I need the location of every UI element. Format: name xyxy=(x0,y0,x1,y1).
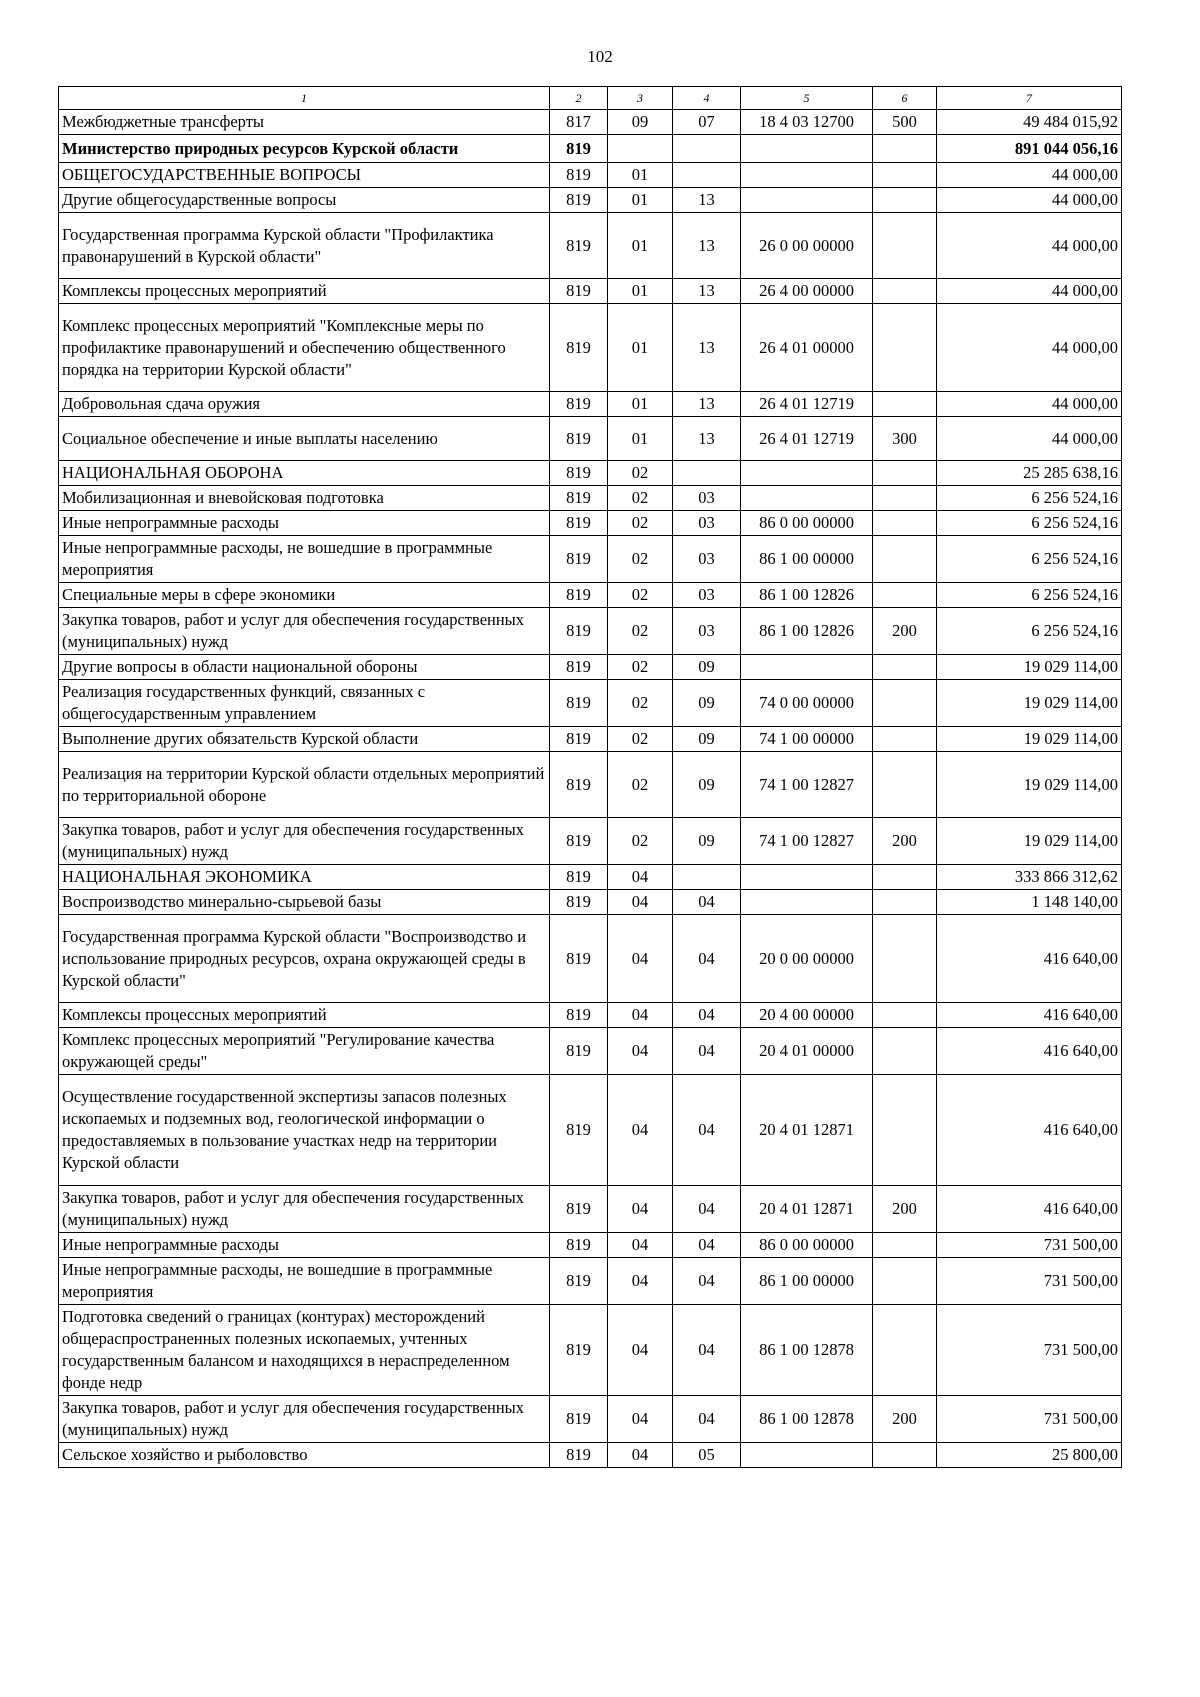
cell-sum: 731 500,00 xyxy=(937,1258,1122,1305)
cell-vr: 300 xyxy=(873,417,937,461)
table-row xyxy=(59,655,1122,680)
cell-name: Воспроизводство минерально-сырьевой базы xyxy=(59,890,550,915)
cell-gr: 819 xyxy=(550,461,608,486)
cell-gr: 819 xyxy=(550,536,608,583)
cell-sum: 25 285 638,16 xyxy=(937,461,1122,486)
cell-vr xyxy=(873,890,937,915)
cell-rz: 02 xyxy=(608,536,673,583)
cell-csr: 20 4 01 12871 xyxy=(741,1075,873,1186)
table-row xyxy=(59,392,1122,417)
cell-sum: 6 256 524,16 xyxy=(937,536,1122,583)
cell-sum: 19 029 114,00 xyxy=(937,818,1122,865)
cell-sum: 44 000,00 xyxy=(937,304,1122,392)
cell-name: Закупка товаров, работ и услуг для обеспечения государственных (муниципальных) нужд xyxy=(59,818,550,865)
cell-name: Другие общегосударственные вопросы xyxy=(59,188,550,213)
table-row xyxy=(59,865,1122,890)
cell-gr: 819 xyxy=(550,135,608,163)
cell-rz: 04 xyxy=(608,1233,673,1258)
cell-sum: 6 256 524,16 xyxy=(937,583,1122,608)
cell-pr: 09 xyxy=(673,818,741,865)
cell-vr xyxy=(873,392,937,417)
cell-pr: 03 xyxy=(673,511,741,536)
cell-vr xyxy=(873,1305,937,1396)
cell-gr: 819 xyxy=(550,655,608,680)
cell-gr: 819 xyxy=(550,1258,608,1305)
cell-sum: 6 256 524,16 xyxy=(937,511,1122,536)
cell-csr: 26 4 01 00000 xyxy=(741,304,873,392)
cell-name: Министерство природных ресурсов Курской области xyxy=(59,135,550,163)
cell-vr xyxy=(873,511,937,536)
cell-gr: 819 xyxy=(550,818,608,865)
cell-vr: 200 xyxy=(873,1186,937,1233)
cell-csr: 26 4 01 12719 xyxy=(741,392,873,417)
cell-name: Иные непрограммные расходы, не вошедшие в программные мероприятия xyxy=(59,536,550,583)
cell-pr: 04 xyxy=(673,1396,741,1443)
table-row xyxy=(59,680,1122,727)
cell-vr xyxy=(873,304,937,392)
cell-rz: 01 xyxy=(608,188,673,213)
cell-sum: 731 500,00 xyxy=(937,1396,1122,1443)
cell-sum: 416 640,00 xyxy=(937,1003,1122,1028)
cell-pr: 05 xyxy=(673,1443,741,1468)
column-header: 2 xyxy=(550,87,608,110)
cell-vr: 500 xyxy=(873,110,937,135)
cell-csr: 86 1 00 12878 xyxy=(741,1396,873,1443)
cell-gr: 819 xyxy=(550,752,608,818)
cell-name: Комплекс процессных мероприятий "Комплексные меры по профилактике правонарушений и обеспечению общественного порядка на территории Курской области" xyxy=(59,304,550,392)
cell-sum: 44 000,00 xyxy=(937,213,1122,279)
cell-pr: 04 xyxy=(673,1233,741,1258)
cell-vr xyxy=(873,583,937,608)
cell-vr xyxy=(873,536,937,583)
cell-pr: 07 xyxy=(673,110,741,135)
table-row xyxy=(59,583,1122,608)
cell-gr: 819 xyxy=(550,890,608,915)
cell-rz: 04 xyxy=(608,1075,673,1186)
cell-csr: 74 0 00 00000 xyxy=(741,680,873,727)
cell-pr: 03 xyxy=(673,608,741,655)
cell-rz: 09 xyxy=(608,110,673,135)
cell-gr: 819 xyxy=(550,1396,608,1443)
cell-csr: 26 4 01 12719 xyxy=(741,417,873,461)
cell-pr: 03 xyxy=(673,486,741,511)
table-row xyxy=(59,890,1122,915)
cell-name: Специальные меры в сфере экономики xyxy=(59,583,550,608)
cell-pr: 04 xyxy=(673,1305,741,1396)
cell-csr xyxy=(741,135,873,163)
cell-gr: 819 xyxy=(550,608,608,655)
cell-sum: 44 000,00 xyxy=(937,188,1122,213)
cell-gr: 819 xyxy=(550,417,608,461)
table-row xyxy=(59,304,1122,392)
cell-csr: 86 1 00 12826 xyxy=(741,583,873,608)
cell-name: Подготовка сведений о границах (контурах) месторождений общераспространенных полезных ископаемых, учтенных государственным балансом и находящихся в нераспределенном фонде недр xyxy=(59,1305,550,1396)
table-row xyxy=(59,461,1122,486)
table-row xyxy=(59,213,1122,279)
cell-pr: 13 xyxy=(673,213,741,279)
cell-csr xyxy=(741,655,873,680)
cell-vr xyxy=(873,1233,937,1258)
cell-rz: 01 xyxy=(608,392,673,417)
table-row xyxy=(59,1305,1122,1396)
cell-csr xyxy=(741,865,873,890)
cell-name: Иные непрограммные расходы xyxy=(59,511,550,536)
cell-csr: 26 4 00 00000 xyxy=(741,279,873,304)
cell-vr xyxy=(873,655,937,680)
cell-sum: 19 029 114,00 xyxy=(937,752,1122,818)
table-row xyxy=(59,135,1122,163)
cell-pr xyxy=(673,461,741,486)
cell-pr xyxy=(673,135,741,163)
cell-vr xyxy=(873,213,937,279)
cell-csr: 74 1 00 12827 xyxy=(741,752,873,818)
table-row xyxy=(59,417,1122,461)
cell-name: Добровольная сдача оружия xyxy=(59,392,550,417)
cell-sum: 416 640,00 xyxy=(937,1075,1122,1186)
cell-vr xyxy=(873,1443,937,1468)
cell-name: Другие вопросы в области национальной обороны xyxy=(59,655,550,680)
cell-rz: 04 xyxy=(608,1003,673,1028)
cell-rz: 04 xyxy=(608,1186,673,1233)
cell-rz: 04 xyxy=(608,1258,673,1305)
cell-vr xyxy=(873,727,937,752)
cell-sum: 333 866 312,62 xyxy=(937,865,1122,890)
cell-gr: 819 xyxy=(550,304,608,392)
cell-csr: 86 0 00 00000 xyxy=(741,1233,873,1258)
cell-pr: 13 xyxy=(673,279,741,304)
cell-pr: 04 xyxy=(673,890,741,915)
cell-gr: 819 xyxy=(550,583,608,608)
cell-sum: 19 029 114,00 xyxy=(937,655,1122,680)
cell-pr: 04 xyxy=(673,1186,741,1233)
cell-rz: 04 xyxy=(608,1443,673,1468)
cell-sum: 44 000,00 xyxy=(937,163,1122,188)
cell-name: Комплекс процессных мероприятий "Регулирование качества окружающей среды" xyxy=(59,1028,550,1075)
cell-sum: 49 484 015,92 xyxy=(937,110,1122,135)
table-row xyxy=(59,752,1122,818)
cell-gr: 819 xyxy=(550,1028,608,1075)
cell-rz: 01 xyxy=(608,304,673,392)
table-row xyxy=(59,1075,1122,1186)
cell-rz: 04 xyxy=(608,890,673,915)
cell-vr xyxy=(873,188,937,213)
cell-gr: 819 xyxy=(550,1233,608,1258)
cell-vr xyxy=(873,865,937,890)
cell-pr: 03 xyxy=(673,583,741,608)
cell-gr: 819 xyxy=(550,279,608,304)
cell-pr: 09 xyxy=(673,655,741,680)
page-number: 102 xyxy=(587,47,613,66)
cell-name: Государственная программа Курской области "Воспроизводство и использование природных ресурсов, охрана окружающей среды в Курской области" xyxy=(59,915,550,1003)
table-row xyxy=(59,279,1122,304)
cell-vr xyxy=(873,486,937,511)
table-row xyxy=(59,1258,1122,1305)
cell-csr: 20 4 00 00000 xyxy=(741,1003,873,1028)
table-row xyxy=(59,1233,1122,1258)
cell-gr: 817 xyxy=(550,110,608,135)
cell-pr: 13 xyxy=(673,188,741,213)
cell-pr xyxy=(673,163,741,188)
cell-gr: 819 xyxy=(550,1075,608,1186)
cell-csr: 86 1 00 00000 xyxy=(741,536,873,583)
cell-pr: 09 xyxy=(673,752,741,818)
cell-name: Комплексы процессных мероприятий xyxy=(59,1003,550,1028)
cell-vr xyxy=(873,680,937,727)
table-row xyxy=(59,110,1122,135)
cell-name: Иные непрограммные расходы xyxy=(59,1233,550,1258)
cell-rz: 02 xyxy=(608,461,673,486)
cell-name: Закупка товаров, работ и услуг для обеспечения государственных (муниципальных) нужд xyxy=(59,1396,550,1443)
cell-vr: 200 xyxy=(873,818,937,865)
cell-gr: 819 xyxy=(550,486,608,511)
cell-rz: 04 xyxy=(608,1396,673,1443)
table-row xyxy=(59,818,1122,865)
cell-rz: 02 xyxy=(608,680,673,727)
cell-csr: 20 4 01 12871 xyxy=(741,1186,873,1233)
table-row xyxy=(59,1028,1122,1075)
cell-rz: 01 xyxy=(608,213,673,279)
table-row xyxy=(59,915,1122,1003)
cell-csr: 86 1 00 00000 xyxy=(741,1258,873,1305)
cell-gr: 819 xyxy=(550,1443,608,1468)
cell-csr xyxy=(741,188,873,213)
cell-csr: 86 0 00 00000 xyxy=(741,511,873,536)
cell-name: Закупка товаров, работ и услуг для обеспечения государственных (муниципальных) нужд xyxy=(59,1186,550,1233)
table-row xyxy=(59,1396,1122,1443)
cell-sum: 416 640,00 xyxy=(937,915,1122,1003)
cell-csr: 74 1 00 12827 xyxy=(741,818,873,865)
cell-rz: 04 xyxy=(608,865,673,890)
cell-pr: 13 xyxy=(673,392,741,417)
cell-sum: 6 256 524,16 xyxy=(937,608,1122,655)
cell-pr: 04 xyxy=(673,1075,741,1186)
cell-csr xyxy=(741,461,873,486)
column-header: 4 xyxy=(673,87,741,110)
cell-gr: 819 xyxy=(550,1305,608,1396)
cell-name: Социальное обеспечение и иные выплаты населению xyxy=(59,417,550,461)
cell-vr xyxy=(873,1003,937,1028)
cell-vr xyxy=(873,279,937,304)
cell-rz: 02 xyxy=(608,655,673,680)
cell-gr: 819 xyxy=(550,511,608,536)
cell-pr: 04 xyxy=(673,1258,741,1305)
cell-csr xyxy=(741,890,873,915)
cell-vr xyxy=(873,915,937,1003)
cell-name: Государственная программа Курской области "Профилактика правонарушений в Курской области" xyxy=(59,213,550,279)
table-row xyxy=(59,1443,1122,1468)
column-header: 1 xyxy=(59,87,550,110)
table-row xyxy=(59,511,1122,536)
cell-vr: 200 xyxy=(873,1396,937,1443)
cell-csr: 74 1 00 00000 xyxy=(741,727,873,752)
table-row xyxy=(59,188,1122,213)
cell-gr: 819 xyxy=(550,1003,608,1028)
cell-vr xyxy=(873,752,937,818)
cell-csr: 86 1 00 12826 xyxy=(741,608,873,655)
cell-csr xyxy=(741,163,873,188)
cell-name: Мобилизационная и вневойсковая подготовка xyxy=(59,486,550,511)
cell-gr: 819 xyxy=(550,213,608,279)
table-row xyxy=(59,536,1122,583)
cell-name: Межбюджетные трансферты xyxy=(59,110,550,135)
cell-csr xyxy=(741,1443,873,1468)
cell-gr: 819 xyxy=(550,865,608,890)
cell-rz: 02 xyxy=(608,818,673,865)
cell-csr: 26 0 00 00000 xyxy=(741,213,873,279)
cell-vr xyxy=(873,1258,937,1305)
cell-name: ОБЩЕГОСУДАРСТВЕННЫЕ ВОПРОСЫ xyxy=(59,163,550,188)
cell-rz: 01 xyxy=(608,163,673,188)
cell-sum: 6 256 524,16 xyxy=(937,486,1122,511)
cell-pr: 09 xyxy=(673,680,741,727)
cell-name: Сельское хозяйство и рыболовство xyxy=(59,1443,550,1468)
cell-rz: 02 xyxy=(608,583,673,608)
cell-rz: 02 xyxy=(608,752,673,818)
cell-sum: 1 148 140,00 xyxy=(937,890,1122,915)
table-row xyxy=(59,163,1122,188)
cell-csr xyxy=(741,486,873,511)
cell-name: Реализация на территории Курской области отдельных мероприятий по территориальной обороне xyxy=(59,752,550,818)
cell-pr: 13 xyxy=(673,304,741,392)
cell-name: НАЦИОНАЛЬНАЯ ЭКОНОМИКА xyxy=(59,865,550,890)
table-row xyxy=(59,608,1122,655)
column-header: 7 xyxy=(937,87,1122,110)
cell-rz xyxy=(608,135,673,163)
cell-sum: 44 000,00 xyxy=(937,417,1122,461)
cell-sum: 731 500,00 xyxy=(937,1305,1122,1396)
cell-name: Иные непрограммные расходы, не вошедшие в программные мероприятия xyxy=(59,1258,550,1305)
cell-gr: 819 xyxy=(550,163,608,188)
table-row xyxy=(59,1003,1122,1028)
cell-sum: 19 029 114,00 xyxy=(937,680,1122,727)
cell-vr xyxy=(873,135,937,163)
cell-name: Комплексы процессных мероприятий xyxy=(59,279,550,304)
cell-rz: 02 xyxy=(608,486,673,511)
cell-rz: 01 xyxy=(608,279,673,304)
cell-csr: 86 1 00 12878 xyxy=(741,1305,873,1396)
cell-pr: 13 xyxy=(673,417,741,461)
cell-name: Закупка товаров, работ и услуг для обеспечения государственных (муниципальных) нужд xyxy=(59,608,550,655)
table-row xyxy=(59,486,1122,511)
cell-sum: 891 044 056,16 xyxy=(937,135,1122,163)
cell-pr: 04 xyxy=(673,1003,741,1028)
column-header: 3 xyxy=(608,87,673,110)
cell-name: НАЦИОНАЛЬНАЯ ОБОРОНА xyxy=(59,461,550,486)
cell-gr: 819 xyxy=(550,915,608,1003)
table-row xyxy=(59,1186,1122,1233)
cell-rz: 02 xyxy=(608,511,673,536)
cell-sum: 44 000,00 xyxy=(937,279,1122,304)
cell-sum: 416 640,00 xyxy=(937,1186,1122,1233)
cell-sum: 25 800,00 xyxy=(937,1443,1122,1468)
cell-sum: 416 640,00 xyxy=(937,1028,1122,1075)
table-row xyxy=(59,727,1122,752)
table-body xyxy=(59,87,1122,1468)
cell-vr xyxy=(873,163,937,188)
cell-pr: 04 xyxy=(673,915,741,1003)
cell-name: Реализация государственных функций, связанных с общегосударственным управлением xyxy=(59,680,550,727)
cell-rz: 04 xyxy=(608,1028,673,1075)
cell-rz: 04 xyxy=(608,1305,673,1396)
column-header: 6 xyxy=(873,87,937,110)
cell-gr: 819 xyxy=(550,1186,608,1233)
cell-pr: 09 xyxy=(673,727,741,752)
cell-csr: 18 4 03 12700 xyxy=(741,110,873,135)
cell-vr xyxy=(873,1075,937,1186)
cell-name: Осуществление государственной экспертизы запасов полезных ископаемых и подземных вод, геологической информации о предоставляемых в пользование участках недр на территории Курской области xyxy=(59,1075,550,1186)
cell-rz: 04 xyxy=(608,915,673,1003)
cell-gr: 819 xyxy=(550,680,608,727)
cell-pr xyxy=(673,865,741,890)
cell-pr: 04 xyxy=(673,1028,741,1075)
cell-vr xyxy=(873,461,937,486)
column-number-header xyxy=(59,87,1122,110)
cell-name: Выполнение других обязательств Курской области xyxy=(59,727,550,752)
cell-sum: 731 500,00 xyxy=(937,1233,1122,1258)
cell-csr: 20 0 00 00000 xyxy=(741,915,873,1003)
column-header: 5 xyxy=(741,87,873,110)
cell-gr: 819 xyxy=(550,188,608,213)
cell-rz: 02 xyxy=(608,727,673,752)
cell-sum: 44 000,00 xyxy=(937,392,1122,417)
cell-pr: 03 xyxy=(673,536,741,583)
cell-vr: 200 xyxy=(873,608,937,655)
budget-table xyxy=(58,86,1122,1468)
cell-vr xyxy=(873,1028,937,1075)
cell-gr: 819 xyxy=(550,392,608,417)
cell-rz: 01 xyxy=(608,417,673,461)
cell-sum: 19 029 114,00 xyxy=(937,727,1122,752)
cell-csr: 20 4 01 00000 xyxy=(741,1028,873,1075)
cell-gr: 819 xyxy=(550,727,608,752)
cell-rz: 02 xyxy=(608,608,673,655)
